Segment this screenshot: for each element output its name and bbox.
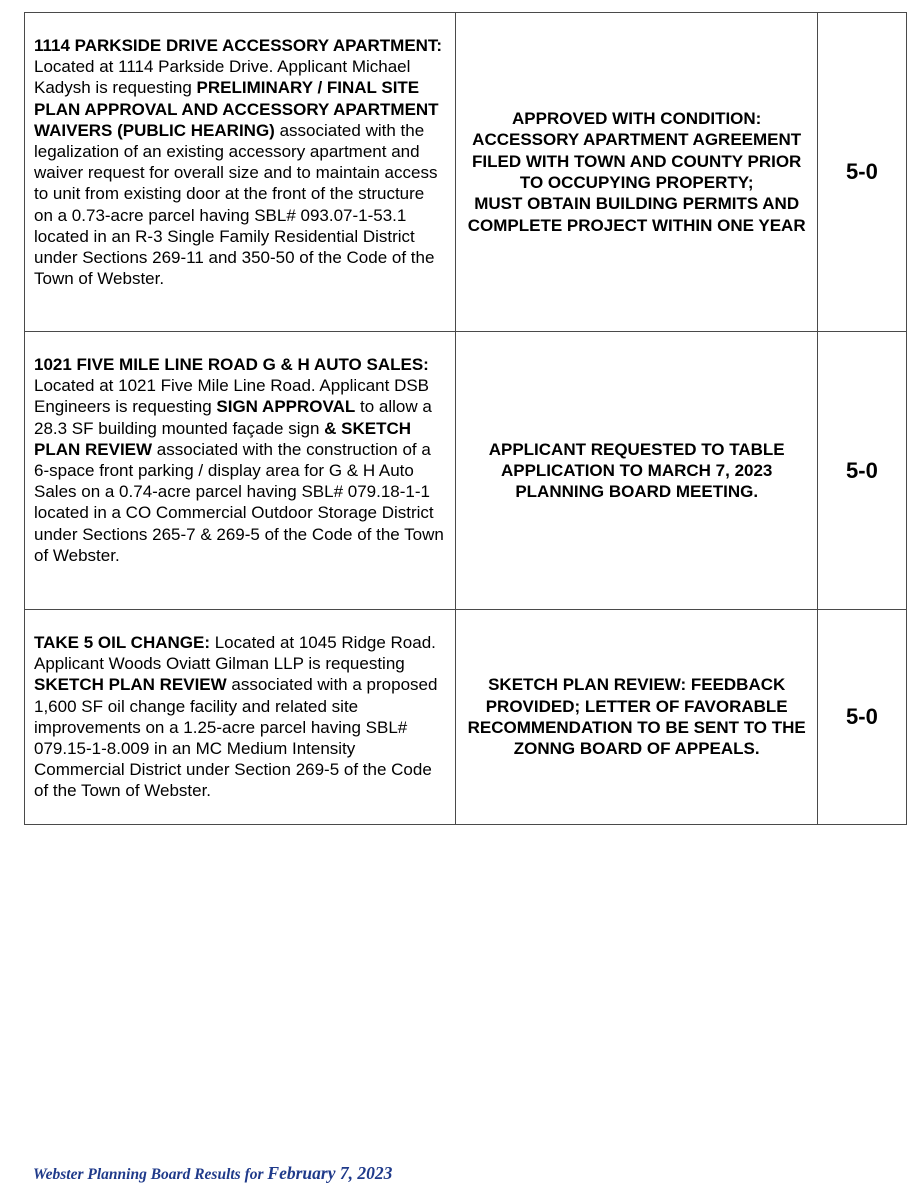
item-title: TAKE 5 OIL CHANGE:: [34, 633, 210, 652]
item-text: Located at 1021 Five Mile Line Road. Applicant DSB Engineers is requesting: [34, 376, 430, 417]
item-text: to allow a 28.3 SF building mounted façade sign: [34, 397, 432, 438]
result-text: APPROVED WITH CONDITION: ACCESSORY APARTMENT AGREEMENT FILED WITH TOWN AND COUNTY PRIOR TO OCCUPYING PROPERTY;: [472, 109, 802, 192]
results-table: [24, 12, 907, 825]
item-result: [456, 332, 817, 610]
item-request: SIGN APPROVAL: [216, 397, 356, 417]
item-description: [25, 610, 456, 825]
item-request: & SKETCH PLAN REVIEW: [34, 418, 412, 459]
result-text: APPLICANT REQUESTED TO TABLE APPLICATION TO MARCH 7, 2023 PLANNING BOARD MEETING.: [488, 439, 785, 502]
item-request: PRELIMINARY / FINAL SITE PLAN APPROVAL AND ACCESSORY APARTMENT WAIVERS (PUBLIC HEARING): [34, 78, 439, 140]
item-description: [25, 13, 456, 332]
item-title: 1114 PARKSIDE DRIVE ACCESSORY APARTMENT:: [34, 36, 443, 55]
table-row: [25, 610, 907, 825]
item-title: 1021 FIVE MILE LINE ROAD G & H AUTO SALES:: [34, 355, 429, 374]
result-text: SKETCH PLAN REVIEW: FEEDBACK PROVIDED; LETTER OF FAVORABLE RECOMMENDATION TO BE SENT TO THE ZONNG BOARD OF APPEALS.: [467, 675, 806, 759]
page-footer: [33, 1163, 392, 1184]
item-text: associated with a proposed 1,600 SF oil change facility and related site improvements on a 1.25-acre parcel having SBL# 079.15-1-8.009 in an MC Medium Intensity Commercial District under Section 269-5 of the Code of the Town of Webster.: [34, 675, 438, 801]
item-text: Located at 1045 Ridge Road. Applicant Woods Oviatt Gilman LLP is requesting: [34, 633, 436, 674]
item-text: associated with the construction of a 6-space front parking / display area for G & H Auto Sales on a 0.74-acre parcel having SBL# 079.18-1-1 located in a CO Commercial Outdoor Storage District under Sections 265-7 & 269-5 of the Code of the Town of Webster.: [34, 439, 444, 565]
item-vote: 5-0: [817, 610, 906, 825]
item-result: [456, 610, 817, 825]
item-text: associated with the legalization of an existing accessory apartment and waiver request for overall size and to maintain access to unit from existing door at the front of the structure on a 0.73-acre parcel having SBL# 093.07-1-53.1 located in an R-3 Single Family Residential District under Sections 269-11 and 350-50 of the Code of the Town of Webster.: [34, 120, 438, 289]
item-vote: 5-0: [817, 332, 906, 610]
result-text: MUST OBTAIN BUILDING PERMITS AND COMPLETE PROJECT WITHIN ONE YEAR: [467, 194, 806, 235]
item-request: SKETCH PLAN REVIEW: [34, 675, 227, 695]
footer-date: February 7, 2023: [267, 1163, 393, 1183]
item-text: Located at 1114 Parkside Drive. Applicant Michael Kadysh is requesting: [34, 57, 411, 98]
item-result: [456, 13, 817, 332]
table-row: [25, 13, 907, 332]
item-vote: 5-0: [817, 13, 906, 332]
item-description: [25, 332, 456, 610]
footer-label: Webster Planning Board Results for: [33, 1166, 268, 1183]
table-row: [25, 332, 907, 610]
